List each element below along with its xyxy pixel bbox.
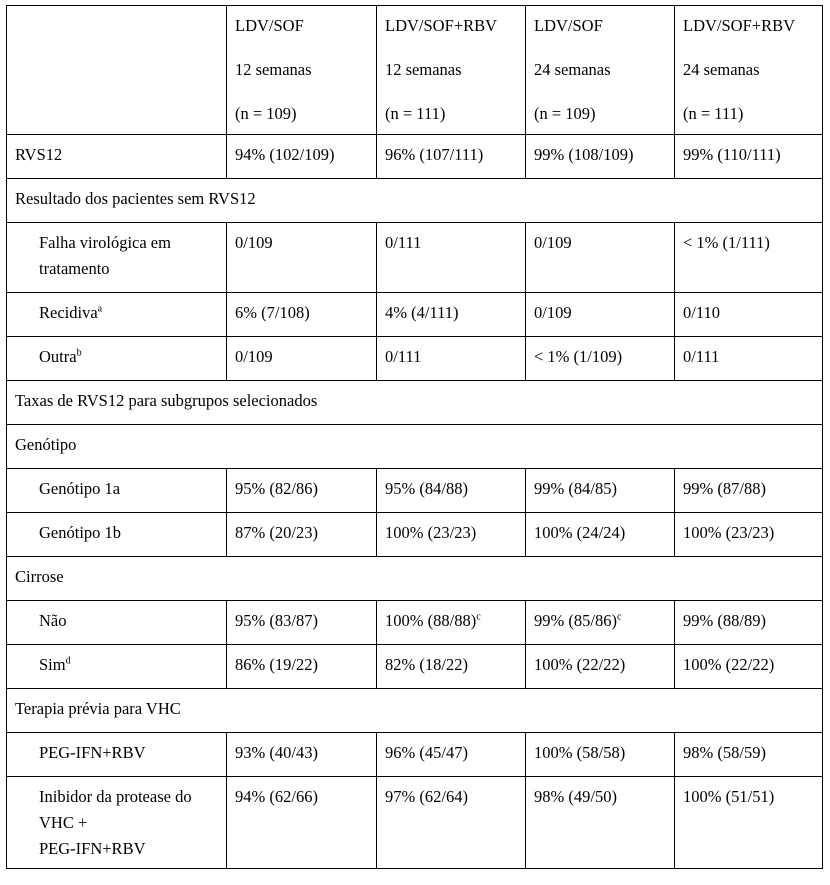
table-cell: 95% (83/87)	[227, 601, 377, 645]
table-cell: 99% (108/109)	[526, 135, 675, 179]
table-row	[7, 777, 823, 869]
table-cell: 100% (58/58)	[526, 733, 675, 777]
row-label-line: PEG-IFN+RBV	[39, 839, 146, 858]
table-cell: 94% (62/66)	[227, 777, 377, 869]
section-row	[7, 689, 823, 733]
section-row	[7, 179, 823, 223]
header-col-3-duration: 24 semanas	[534, 60, 611, 79]
table-cell: 0/109	[227, 223, 377, 293]
table-row	[7, 469, 823, 513]
row-label: Genótipo 1a	[7, 469, 227, 513]
table-cell: 99% (110/111)	[675, 135, 823, 179]
table-cell: 96% (107/111)	[377, 135, 526, 179]
row-label: Outra$^b$	[7, 337, 227, 381]
row-label-line: Inibidor da protease do	[39, 787, 192, 806]
table-cell: 87% (20/23)	[227, 513, 377, 557]
section-row	[7, 557, 823, 601]
header-col-2	[377, 6, 526, 135]
row-label: Genótipo 1b	[7, 513, 227, 557]
footnote-marker: a	[97, 303, 103, 315]
header-col-1	[227, 6, 377, 135]
results-table	[6, 5, 823, 869]
table-cell: 4% (4/111)	[377, 293, 526, 337]
row-label: Recidiva$^a$	[7, 293, 227, 337]
table-row	[7, 513, 823, 557]
section-heading: Terapia prévia para VHC	[7, 689, 823, 733]
table-row	[7, 645, 823, 689]
footnote-marker: c	[616, 611, 622, 623]
header-col-4-n: (n = 111)	[683, 104, 744, 123]
table-cell: 100% (24/24)	[526, 513, 675, 557]
table-row	[7, 135, 823, 179]
row-label: Sim$^d$	[7, 645, 227, 689]
footnote-marker: b	[76, 347, 82, 359]
row-label: RVS12	[7, 135, 227, 179]
table-cell: 82% (18/22)	[377, 645, 526, 689]
row-label	[7, 223, 227, 293]
table-cell: 99% (87/88)	[675, 469, 823, 513]
table-cell: 100% (23/23)	[675, 513, 823, 557]
table-cell: 95% (84/88)	[377, 469, 526, 513]
header-row	[7, 6, 823, 135]
header-col-2-regimen: LDV/SOF+RBV	[385, 16, 497, 35]
header-col-2-duration: 12 semanas	[385, 60, 462, 79]
table-cell: 95% (82/86)	[227, 469, 377, 513]
table-cell: 99% (88/89)	[675, 601, 823, 645]
table-cell: 98% (49/50)	[526, 777, 675, 869]
table-row	[7, 337, 823, 381]
footnote-marker: c	[476, 611, 481, 623]
table-cell: 0/111	[675, 337, 823, 381]
table-cell: 0/110	[675, 293, 823, 337]
table-cell: < 1% (1/109)	[526, 337, 675, 381]
table-row	[7, 223, 823, 293]
header-col-4-regimen: LDV/SOF+RBV	[683, 16, 795, 35]
row-label	[7, 777, 227, 869]
header-col-1-n: (n = 109)	[235, 104, 297, 123]
table-row	[7, 601, 823, 645]
table-cell: 96% (45/47)	[377, 733, 526, 777]
section-heading: Cirrose	[7, 557, 823, 601]
header-col-1-regimen: LDV/SOF	[235, 16, 304, 35]
footnote-marker: d	[65, 655, 71, 667]
table-cell: 0/111	[377, 223, 526, 293]
table-cell: 100% (23/23)	[377, 513, 526, 557]
table-cell: 100% (51/51)	[675, 777, 823, 869]
table-cell: 0/109	[526, 293, 675, 337]
table-cell: 99% (84/85)	[526, 469, 675, 513]
section-heading: Resultado dos pacientes sem RVS12	[7, 179, 823, 223]
header-col-2-n: (n = 111)	[385, 104, 446, 123]
header-col-3	[526, 6, 675, 135]
row-label-line: Falha virológica em	[39, 233, 171, 252]
table-cell: 86% (19/22)	[227, 645, 377, 689]
table-cell: 94% (102/109)	[227, 135, 377, 179]
table-cell: < 1% (1/111)	[675, 223, 823, 293]
table-row	[7, 733, 823, 777]
table-cell: 0/109	[526, 223, 675, 293]
row-label-line: VHC +	[39, 813, 88, 832]
header-col-4-duration: 24 semanas	[683, 60, 760, 79]
section-heading: Taxas de RVS12 para subgrupos selecionados	[7, 381, 823, 425]
header-col-3-regimen: LDV/SOF	[534, 16, 603, 35]
row-label: PEG-IFN+RBV	[7, 733, 227, 777]
header-col-1-duration: 12 semanas	[235, 60, 312, 79]
row-label-line: tratamento	[39, 259, 110, 278]
table-cell: 0/109	[227, 337, 377, 381]
row-label: Não	[7, 601, 227, 645]
header-empty-cell	[7, 6, 227, 135]
table-row	[7, 293, 823, 337]
section-row	[7, 425, 823, 469]
table-cell: 100% (22/22)	[675, 645, 823, 689]
table-cell: 93% (40/43)	[227, 733, 377, 777]
table-cell: 100% (22/22)	[526, 645, 675, 689]
table-cell: 98% (58/59)	[675, 733, 823, 777]
table-cell: 6% (7/108)	[227, 293, 377, 337]
table-cell: 97% (62/64)	[377, 777, 526, 869]
section-row	[7, 381, 823, 425]
table-cell: 99% $(85/86)^c$	[526, 601, 675, 645]
table-cell: 100% $(88/88)^c$	[377, 601, 526, 645]
section-heading: Genótipo	[7, 425, 823, 469]
header-col-3-n: (n = 109)	[534, 104, 596, 123]
table-cell: 0/111	[377, 337, 526, 381]
header-col-4	[675, 6, 823, 135]
